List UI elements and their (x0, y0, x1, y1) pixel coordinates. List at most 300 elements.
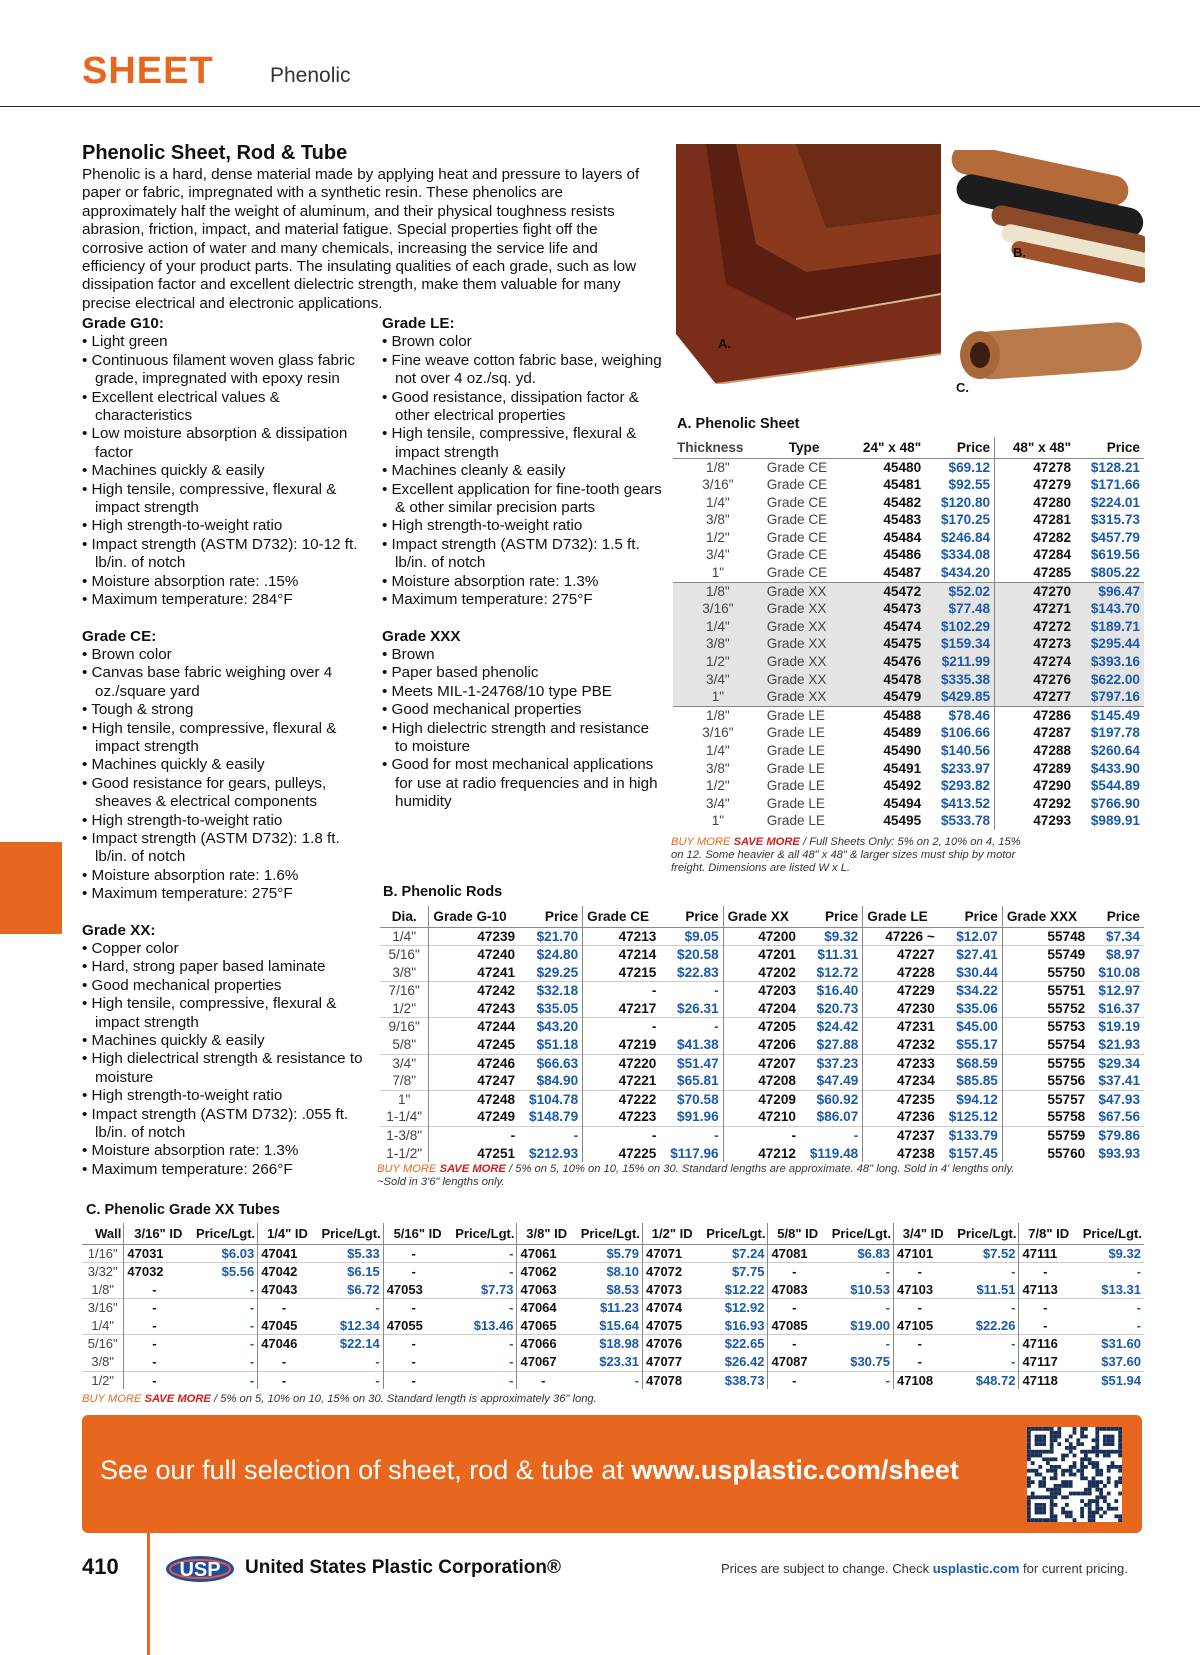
table-cell: 45479 (845, 688, 925, 706)
tubes-note-save: SAVE MORE (144, 1393, 211, 1405)
table-cell: 3/4" (380, 1054, 429, 1072)
table-cell: $11.51 (946, 1281, 1019, 1299)
column-header: Dia. (380, 906, 429, 927)
table-cell: 1" (673, 688, 763, 706)
bullet-item: • High strength-to-weight ratio (82, 517, 372, 535)
grade-xx-list (82, 940, 372, 1179)
table-cell: Grade LE (766, 760, 825, 776)
tubes-note-buy: BUY MORE (82, 1393, 145, 1405)
sheet-note-text3: freight. Dimensions are listed W x L. (671, 862, 851, 874)
rods-note-text1: / 5% on 5, 10% on 10, 15% on 30. Standard lengths are approximate. 48" long. Sold in 4' lengths only. (505, 1163, 1015, 1175)
table-cell: 55760 (1047, 1145, 1086, 1161)
column-header: 3/8" ID (517, 1223, 569, 1244)
table-cell: 47209 (723, 1090, 800, 1108)
table-cell: $429.85 (925, 688, 994, 706)
column-header: Thickness (673, 437, 763, 458)
grade-ce (82, 628, 372, 904)
table-cell: 47065 (520, 1317, 557, 1333)
table-row (82, 1281, 1144, 1299)
table-cell: 47203 (723, 982, 800, 1000)
bullet-item: • Brown color (382, 333, 662, 351)
table-cell: 47074 (642, 1299, 694, 1317)
table-cell: $797.16 (1075, 688, 1144, 706)
table-cell: $35.06 (939, 1000, 1003, 1018)
rods-table-caption: B. Phenolic Rods (383, 884, 503, 900)
table-row (673, 795, 1144, 813)
table-cell: 47270 (1033, 583, 1072, 599)
table-cell: 3/4" (706, 671, 730, 687)
table-cell: $13.46 (444, 1317, 517, 1335)
table-cell: 47290 (1033, 778, 1072, 794)
table-cell: 47237 (863, 1127, 939, 1145)
table-cell: $5.79 (569, 1244, 642, 1263)
table-cell: $117.96 (660, 1145, 723, 1163)
table-cell: - (383, 1335, 443, 1353)
table-cell: - (124, 1299, 184, 1317)
table-cell: $102.29 (925, 618, 994, 636)
grade-xx (82, 922, 372, 1180)
table-cell: 47232 (896, 1037, 935, 1053)
tubes-note (82, 1393, 782, 1406)
table-cell: $15.64 (569, 1317, 642, 1335)
table-cell: 47277 (995, 688, 1075, 706)
table-cell: $335.38 (925, 671, 994, 689)
table-cell: $29.25 (519, 964, 583, 982)
table-cell: 55749 (1002, 946, 1089, 964)
table-cell: 3/8" (706, 636, 730, 652)
column-header: Price/Lgt. (569, 1223, 642, 1244)
table-cell: - (429, 1127, 519, 1145)
column-header: Price (660, 906, 723, 927)
table-cell: $622.00 (1090, 671, 1140, 687)
sheet-note-save: SAVE MORE (733, 836, 800, 848)
table-row (380, 1072, 1144, 1090)
table-cell: $66.63 (519, 1054, 583, 1072)
table-cell: - (660, 982, 723, 1000)
pricing-disclaimer (721, 1561, 1128, 1576)
column-header: 48" x 48" (995, 437, 1075, 458)
table-row (673, 618, 1144, 636)
table-cell: - (1071, 1263, 1144, 1281)
bullet-item: • Good mechanical properties (82, 977, 372, 995)
table-cell: $224.01 (1090, 494, 1140, 510)
table-cell: 47231 (863, 1018, 939, 1036)
table-cell: 1/4" (706, 743, 730, 758)
table-cell: $22.65 (695, 1335, 768, 1353)
table-cell: - (1043, 1317, 1048, 1333)
table-cell: - (1136, 1317, 1141, 1333)
table-cell: $5.33 (310, 1244, 383, 1263)
table-row (673, 511, 1144, 529)
banner-url[interactable]: www.usplastic.com/sheet (631, 1455, 959, 1485)
column-header: Price/Lgt. (444, 1223, 517, 1244)
grade-le-list (382, 333, 662, 609)
table-cell: $20.73 (800, 1000, 863, 1018)
table-cell: $29.34 (1089, 1054, 1144, 1072)
table-cell: $79.86 (1089, 1127, 1144, 1145)
sheet-table-caption: A. Phenolic Sheet (677, 416, 800, 432)
table-cell: - (893, 1299, 945, 1317)
bullet-item: • Copper color (82, 940, 372, 958)
table-cell: 47219 (618, 1037, 657, 1053)
table-cell: - (184, 1317, 257, 1335)
table-cell: $13.31 (1101, 1281, 1141, 1297)
table-cell: 45472 (883, 583, 922, 599)
table-cell: $30.44 (939, 964, 1003, 982)
table-cell: 47285 (995, 564, 1075, 582)
bullet-item: • Hard, strong paper based laminate (82, 958, 372, 976)
phenolic-sheet-image (676, 144, 941, 384)
table-cell: - (411, 1245, 416, 1261)
table-cell: $91.96 (660, 1108, 723, 1126)
table-cell: $19.19 (1089, 1018, 1144, 1036)
table-cell: Grade CE (766, 477, 828, 493)
table-cell: 47045 (261, 1317, 298, 1333)
table-cell: $434.20 (925, 564, 994, 582)
tubes-table (82, 1223, 1144, 1389)
table-cell: Grade XX (766, 618, 827, 634)
table-cell: 55748 (1047, 928, 1086, 944)
table-cell: $70.58 (660, 1090, 723, 1108)
table-cell: - (583, 1127, 661, 1145)
table-cell: Grade XX (766, 601, 827, 617)
table-cell: - (583, 1018, 661, 1036)
table-cell: $92.55 (925, 476, 994, 494)
table-cell: $8.53 (569, 1281, 642, 1299)
table-cell: $26.31 (660, 1000, 723, 1018)
table-cell: - (946, 1263, 1019, 1281)
sheet-note-buy: BUY MORE (671, 836, 734, 848)
table-cell: 1/2" (380, 1000, 429, 1018)
table-cell: 47207 (723, 1054, 800, 1072)
table-cell: 47053 (386, 1281, 423, 1297)
sheet-note-text1: / Full Sheets Only: 5% on 2, 10% on 4, 15% (799, 836, 1021, 848)
table-cell: 47245 (477, 1037, 516, 1053)
table-cell: 47282 (1033, 529, 1072, 545)
tubes-table-header (82, 1223, 1144, 1244)
table-cell: - (946, 1353, 1019, 1371)
column-header: 1/4" ID (258, 1223, 310, 1244)
table-cell: 47228 (896, 964, 935, 980)
table-cell: 7/8" (380, 1072, 429, 1090)
table-cell: 47213 (618, 928, 657, 944)
table-cell: 47229 (863, 982, 939, 1000)
table-cell: $157.45 (939, 1145, 1003, 1163)
table-cell: $68.59 (939, 1054, 1003, 1072)
page-number: 410 (82, 1554, 119, 1579)
table-row (673, 706, 1144, 724)
table-cell: $55.17 (939, 1036, 1003, 1054)
bullet-item: • Maximum temperature: 275°F (82, 885, 372, 903)
table-cell: 47272 (1033, 618, 1072, 634)
table-cell: 47227 (863, 946, 939, 964)
table-cell: $24.42 (800, 1018, 863, 1036)
table-cell: 1/4" (706, 494, 730, 510)
table-cell: - (569, 1371, 642, 1389)
grade-le-title: Grade LE: (382, 315, 455, 332)
table-cell: 47083 (771, 1281, 808, 1297)
table-cell: Grade LE (766, 795, 825, 811)
bullet-item: • Machines quickly & easily (82, 462, 372, 480)
table-cell: 1-1/4" (380, 1108, 429, 1126)
table-cell: 47071 (645, 1245, 683, 1261)
table-cell: 47043 (261, 1281, 298, 1297)
column-header: Price (925, 437, 994, 458)
table-cell: 3/16" (702, 601, 734, 617)
table-cell: $96.47 (1098, 583, 1140, 599)
table-cell: $27.41 (939, 946, 1003, 964)
rods-note (377, 1163, 1137, 1189)
table-cell: $413.52 (925, 795, 994, 813)
bullet-item: • Impact strength (ASTM D732): 1.8 ft. lb/in. of notch (82, 830, 372, 867)
table-row (673, 476, 1144, 494)
table-row (82, 1263, 1144, 1281)
column-header: 5/8" ID (768, 1223, 820, 1244)
table-cell: 47246 (429, 1054, 519, 1072)
table-cell: $24.80 (519, 946, 583, 964)
table-cell: 1/4" (82, 1317, 124, 1335)
table-cell: $212.93 (519, 1145, 583, 1163)
table-cell: 47273 (1033, 636, 1072, 652)
table-cell: $6.83 (820, 1244, 893, 1263)
table-cell: - (1019, 1299, 1071, 1317)
column-header: Price/Lgt. (695, 1223, 768, 1244)
side-tab (0, 842, 62, 934)
table-cell: $766.90 (1090, 795, 1140, 811)
table-cell: 47066 (517, 1335, 569, 1353)
table-cell: 3/8" (82, 1353, 124, 1371)
table-cell: 47202 (758, 964, 796, 980)
column-header: Wall (82, 1223, 124, 1244)
table-cell: 47117 (1022, 1354, 1058, 1370)
table-cell: 55754 (1047, 1037, 1086, 1053)
table-cell: $211.99 (925, 653, 994, 671)
table-cell: - (383, 1263, 443, 1281)
table-row (82, 1371, 1144, 1389)
table-row (673, 760, 1144, 778)
sheet-table-header (673, 437, 1144, 458)
table-cell: 47118 (1019, 1371, 1071, 1389)
table-row (380, 1145, 1144, 1163)
table-cell: $86.07 (800, 1108, 863, 1126)
table-cell: 3/16" (702, 477, 734, 493)
table-cell: 45474 (883, 618, 922, 634)
table-cell: 47238 (896, 1145, 935, 1161)
section-subtitle: Phenolic (270, 64, 351, 87)
table-row (380, 1018, 1144, 1036)
rods-table (380, 906, 1144, 1162)
table-cell: $533.78 (925, 812, 994, 830)
table-cell: 45483 (883, 512, 922, 528)
table-cell: $145.49 (1090, 707, 1140, 723)
table-cell: 47103 (896, 1281, 934, 1297)
table-cell: 47085 (771, 1317, 808, 1333)
bullet-item: • High strength-to-weight ratio (82, 812, 372, 830)
table-cell: 45491 (883, 760, 922, 776)
bullet-item: • Paper based phenolic (382, 664, 662, 682)
table-row (380, 927, 1144, 946)
bullet-item: • Brown (382, 646, 662, 664)
table-cell: - (1071, 1299, 1144, 1317)
table-cell: - (184, 1335, 257, 1353)
table-cell: $393.16 (1090, 654, 1140, 670)
table-cell: 47281 (1033, 512, 1072, 528)
table-cell: $9.32 (800, 927, 863, 946)
table-cell: $293.82 (925, 777, 994, 795)
table-cell: 3/8" (706, 760, 730, 776)
column-header: 5/16" ID (383, 1223, 443, 1244)
table-cell: 45489 (883, 725, 922, 741)
table-cell: $78.46 (925, 706, 994, 724)
column-header: Grade XXX (1002, 906, 1089, 927)
table-row (380, 946, 1144, 964)
table-cell: 45486 (883, 547, 922, 563)
table-cell: - (184, 1299, 257, 1317)
table-row (673, 635, 1144, 653)
table-cell: - (444, 1299, 517, 1317)
column-header: 3/4" ID (893, 1223, 945, 1244)
table-cell: $94.12 (939, 1090, 1003, 1108)
article-title: Phenolic Sheet, Rod & Tube (82, 142, 348, 164)
table-cell: 47067 (520, 1354, 557, 1370)
table-cell: 47279 (1033, 477, 1072, 493)
table-cell: Grade CE (763, 564, 846, 582)
table-cell: $148.79 (519, 1108, 583, 1126)
table-cell: $544.89 (1090, 778, 1140, 794)
table-cell: 47214 (583, 946, 661, 964)
grade-xxx (382, 628, 662, 812)
table-cell: Grade LE (766, 778, 825, 794)
table-cell: 47239 (477, 928, 516, 944)
bullet-item: • Moisture absorption rate: .15% (82, 573, 372, 591)
table-row (673, 582, 1144, 600)
table-cell: - (444, 1335, 517, 1353)
table-cell: 1/2" (706, 654, 730, 670)
table-cell: Grade LE (766, 813, 825, 829)
column-header: Grade G-10 (429, 906, 519, 927)
column-header: 7/8" ID (1019, 1223, 1071, 1244)
table-cell: 47075 (645, 1317, 683, 1333)
table-cell: - (723, 1127, 800, 1145)
table-cell: - (660, 1127, 723, 1145)
table-cell: $22.14 (310, 1335, 383, 1353)
table-cell: $8.10 (569, 1263, 642, 1281)
table-cell: - (184, 1281, 257, 1299)
table-cell: 47251 (477, 1145, 516, 1161)
table-cell: $10.08 (1098, 964, 1140, 980)
table-cell: 45481 (883, 477, 922, 493)
table-cell: $85.85 (939, 1072, 1003, 1090)
bullet-item: • Good resistance for gears, pulleys, sheaves & electrical components (82, 775, 372, 812)
table-cell: 47249 (477, 1109, 516, 1125)
table-cell: 47206 (758, 1037, 796, 1053)
usp-logo-text: USP (179, 1559, 221, 1581)
table-row (380, 1127, 1144, 1145)
qr-code-icon[interactable] (1027, 1427, 1122, 1522)
table-cell: $5.56 (184, 1263, 257, 1281)
table-cell: 1/4" (380, 927, 429, 946)
table-cell: $21.93 (1098, 1037, 1140, 1053)
table-cell: 47212 (758, 1145, 796, 1161)
table-cell: Grade LE (766, 707, 825, 723)
table-cell: - (383, 1299, 443, 1317)
table-cell: 47208 (758, 1073, 796, 1089)
table-cell: Grade CE (766, 494, 828, 510)
table-cell: 55755 (1002, 1054, 1089, 1072)
table-cell: $84.90 (519, 1072, 583, 1090)
column-header: Type (763, 437, 846, 458)
phenolic-tube-image (952, 322, 1142, 392)
table-cell: $7.73 (444, 1281, 517, 1299)
table-cell: 47289 (1033, 760, 1072, 776)
table-cell: $433.90 (1090, 760, 1140, 776)
table-cell: 47031 (127, 1245, 164, 1261)
table-cell: $233.97 (925, 760, 994, 778)
table-cell: - (768, 1335, 820, 1353)
bullet-item: • Maximum temperature: 284°F (82, 591, 372, 609)
table-cell: 45482 (883, 494, 922, 510)
disclaimer-pre: Prices are subject to change. Check (721, 1561, 933, 1576)
table-row (82, 1299, 1144, 1317)
column-header: Price/Lgt. (184, 1223, 257, 1244)
table-cell: 45494 (883, 795, 922, 811)
table-cell: - (152, 1354, 157, 1370)
table-cell: Grade XX (766, 654, 827, 670)
grade-xxx-list (382, 646, 662, 812)
table-cell: 1/16" (82, 1244, 124, 1263)
table-cell: 55756 (1047, 1073, 1086, 1089)
table-cell: 47215 (618, 964, 657, 980)
table-cell: 7/16" (380, 982, 429, 1000)
table-cell: - (444, 1244, 517, 1263)
table-row (380, 964, 1144, 982)
table-cell: $47.93 (1089, 1090, 1144, 1108)
bullet-item: • Brown color (82, 646, 372, 664)
column-header: Price (939, 906, 1003, 927)
promo-banner[interactable] (82, 1415, 1142, 1533)
table-row (82, 1317, 1144, 1335)
table-cell: 1/2" (82, 1371, 124, 1389)
table-cell: $37.23 (800, 1054, 863, 1072)
table-cell: - (184, 1353, 257, 1371)
column-header: 3/16" ID (124, 1223, 184, 1244)
table-cell: $51.94 (1071, 1371, 1144, 1389)
table-cell: $34.22 (939, 982, 1003, 1000)
table-row (673, 777, 1144, 795)
bullet-item: • Excellent electrical values & characteristics (82, 389, 372, 426)
table-cell: $10.53 (820, 1281, 893, 1299)
table-cell: 47280 (1033, 494, 1072, 510)
table-cell: 1-1/2" (380, 1145, 429, 1163)
table-cell: 47055 (386, 1317, 423, 1333)
table-cell: 47243 (477, 1000, 516, 1016)
table-cell: $77.48 (925, 600, 994, 618)
table-cell: 47286 (1033, 707, 1072, 723)
bullet-item: • High tensile, compressive, flexural & impact strength (82, 720, 372, 757)
grade-ce-title: Grade CE: (82, 627, 157, 645)
table-cell: 45480 (883, 459, 922, 475)
table-row (673, 546, 1144, 564)
table-cell: - (310, 1299, 383, 1317)
table-row (380, 1090, 1144, 1108)
disclaimer-link[interactable]: usplastic.com (932, 1561, 1020, 1576)
table-cell: 47105 (896, 1317, 934, 1333)
table-cell: 45490 (883, 743, 922, 758)
table-cell: $7.34 (1105, 928, 1140, 944)
table-cell: 47200 (758, 928, 796, 944)
table-cell: 47101 (896, 1245, 934, 1261)
table-row (380, 1108, 1144, 1126)
